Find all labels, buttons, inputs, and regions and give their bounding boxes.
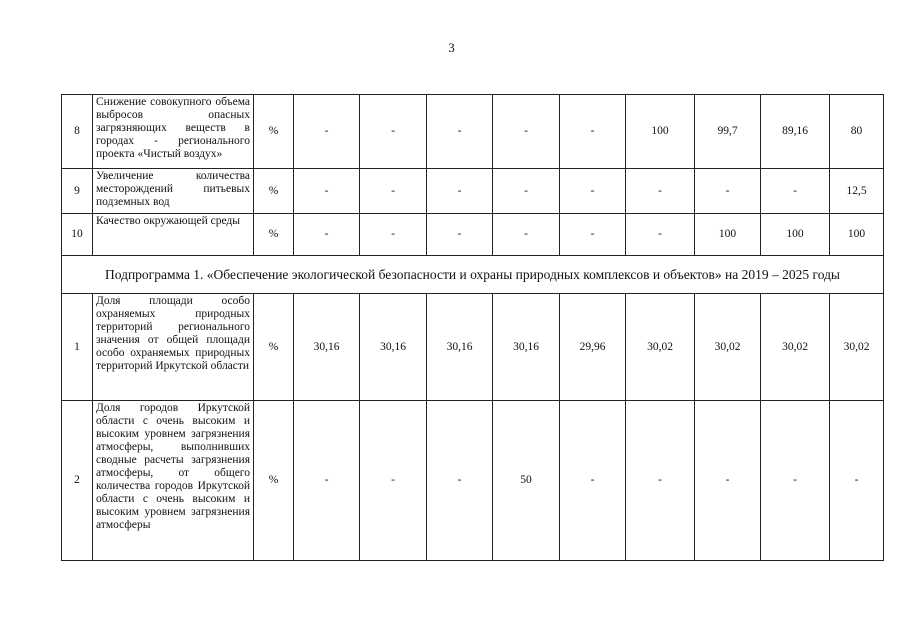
value-cell: - (493, 169, 560, 214)
value-cell: - (360, 95, 427, 169)
value-cell: - (294, 214, 360, 256)
value-cell: - (695, 169, 761, 214)
value-cell: 30,16 (427, 294, 493, 401)
value-cell: 30,02 (761, 294, 830, 401)
value-cell: 50 (493, 401, 560, 561)
value-cell: - (626, 169, 695, 214)
value-cell: - (493, 95, 560, 169)
value-cell: 30,16 (360, 294, 427, 401)
value-cell: 89,16 (761, 95, 830, 169)
indicator-name: Доля городов Иркутской области с очень высоким и высоким уровнем загрязнения атмосферы, выполнивших сводные расчеты загрязнения атмосферы, от общего количества городов Иркутской области с очень высоким и высоким уровнем загрязнения атмосферы (93, 401, 254, 561)
value-cell: - (560, 169, 626, 214)
value-cell: - (427, 95, 493, 169)
value-cell: - (761, 169, 830, 214)
value-cell: 100 (695, 214, 761, 256)
table-row (62, 95, 884, 169)
row-number: 8 (62, 95, 93, 169)
value-cell: - (360, 214, 427, 256)
table-row (62, 169, 884, 214)
value-cell: - (695, 401, 761, 561)
value-cell: - (294, 401, 360, 561)
value-cell: 100 (626, 95, 695, 169)
row-number: 2 (62, 401, 93, 561)
value-cell: 30,02 (626, 294, 695, 401)
indicator-name: Качество окружающей среды (93, 214, 254, 256)
page-number: 3 (448, 40, 455, 55)
indicator-name: Снижение совокупного объема выбросов опасных загрязняющих веществ в городах - регионального проекта «Чистый воздух» (93, 95, 254, 169)
indicators-table (61, 94, 884, 561)
unit-cell: % (254, 294, 294, 401)
indicator-name: Доля площади особо охраняемых природных территорий регионального значения от общей площади особо охраняемых природных территорий Иркутской области (93, 294, 254, 401)
table-row (62, 401, 884, 561)
value-cell: - (427, 214, 493, 256)
value-cell: - (294, 95, 360, 169)
value-cell: - (360, 401, 427, 561)
value-cell: - (761, 401, 830, 561)
value-cell: - (830, 401, 884, 561)
value-cell: 29,96 (560, 294, 626, 401)
subprogram-row (62, 256, 884, 294)
value-cell: 30,16 (294, 294, 360, 401)
value-cell: 100 (761, 214, 830, 256)
row-number: 1 (62, 294, 93, 401)
value-cell: 99,7 (695, 95, 761, 169)
table-row (62, 214, 884, 256)
unit-cell: % (254, 214, 294, 256)
table-row (62, 294, 884, 401)
value-cell: - (427, 401, 493, 561)
unit-cell: % (254, 401, 294, 561)
value-cell: 30,02 (695, 294, 761, 401)
value-cell: 30,02 (830, 294, 884, 401)
value-cell: 12,5 (830, 169, 884, 214)
unit-cell: % (254, 95, 294, 169)
unit-cell: % (254, 169, 294, 214)
row-number: 9 (62, 169, 93, 214)
value-cell: - (360, 169, 427, 214)
value-cell: - (427, 169, 493, 214)
value-cell: - (294, 169, 360, 214)
subprogram-title: Подпрограмма 1. «Обеспечение экологической безопасности и охраны природных комплексов и объектов» на 2019 – 2025 годы (62, 256, 884, 294)
value-cell: - (493, 214, 560, 256)
value-cell: - (626, 401, 695, 561)
indicator-name: Увеличение количества месторождений питьевых подземных вод (93, 169, 254, 214)
value-cell: - (560, 95, 626, 169)
value-cell: 30,16 (493, 294, 560, 401)
row-number: 10 (62, 214, 93, 256)
value-cell: - (626, 214, 695, 256)
value-cell: - (560, 214, 626, 256)
value-cell: 100 (830, 214, 884, 256)
value-cell: 80 (830, 95, 884, 169)
value-cell: - (560, 401, 626, 561)
